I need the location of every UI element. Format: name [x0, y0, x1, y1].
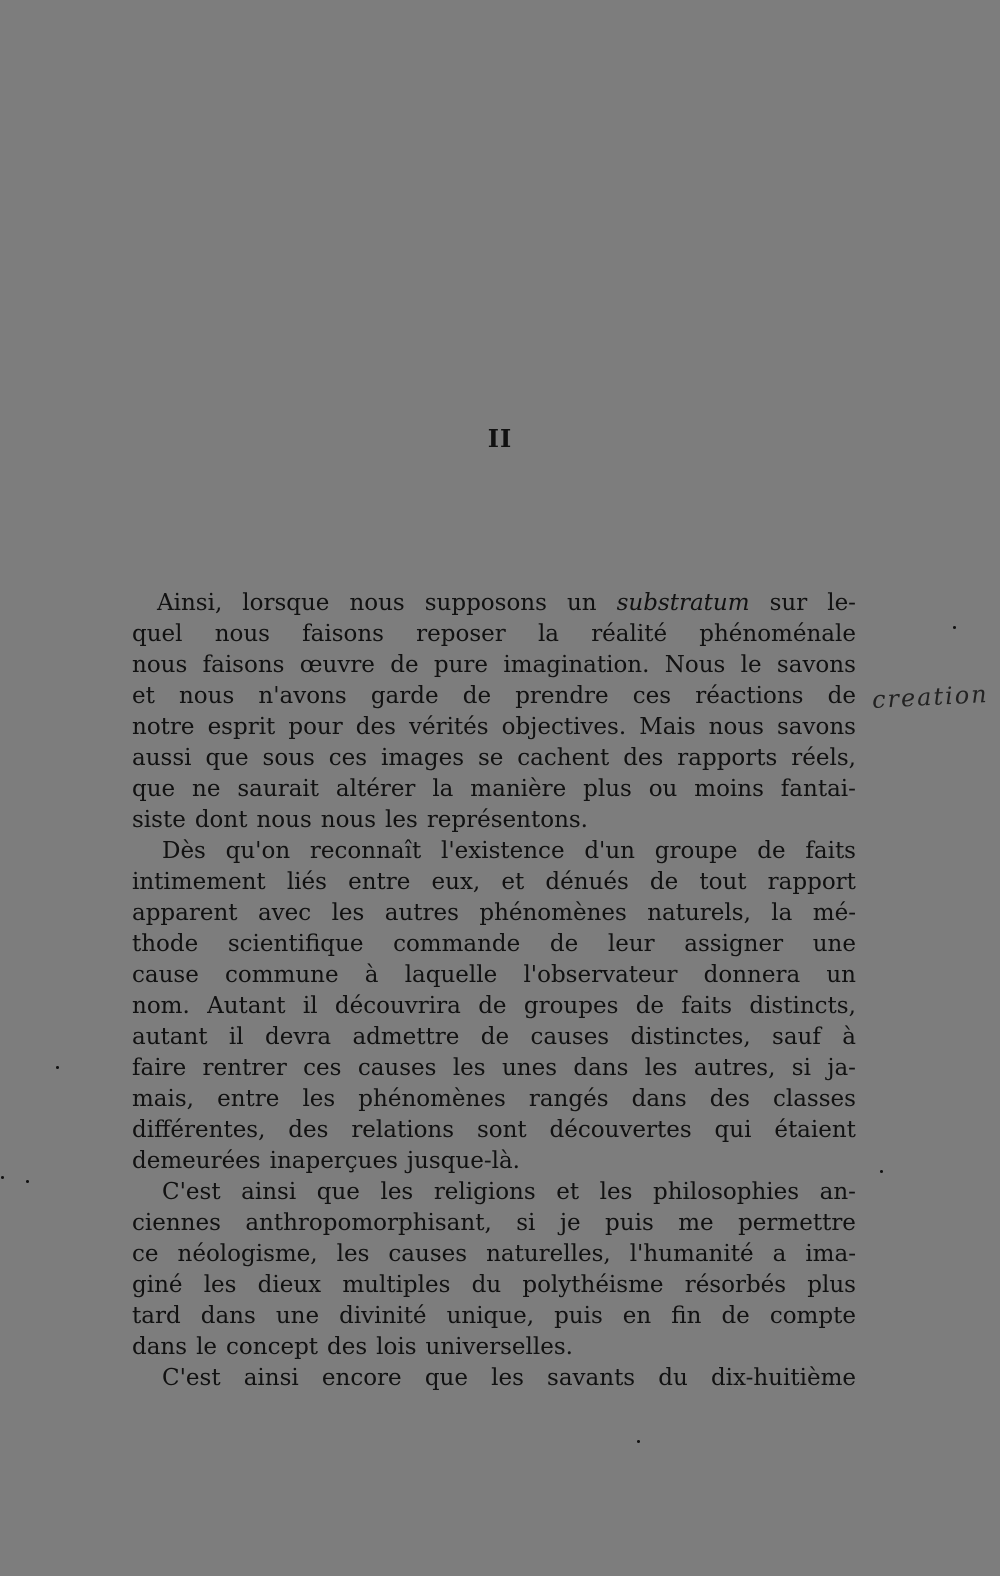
word: du — [658, 1365, 688, 1391]
word: la — [771, 900, 793, 926]
ink-speck — [880, 1170, 883, 1173]
word: l'existence — [440, 838, 565, 864]
text-line — [132, 898, 856, 929]
word: la — [537, 621, 560, 647]
word: que — [205, 745, 249, 771]
word: les — [336, 1241, 370, 1267]
word: relations — [351, 1117, 455, 1143]
word: an- — [819, 1179, 856, 1205]
word: naturelles, — [486, 1241, 611, 1267]
word: nous — [349, 590, 405, 616]
word: nous — [708, 714, 764, 740]
word: dans — [631, 1086, 687, 1112]
word: d'un — [584, 838, 635, 864]
word: étaient — [774, 1117, 856, 1143]
word: Dès — [162, 838, 206, 864]
word: demeurées — [132, 1148, 261, 1174]
text-line — [132, 1270, 856, 1301]
text-line — [132, 960, 856, 991]
word: n'avons — [258, 683, 347, 709]
word: Nous — [664, 652, 726, 678]
word: rentrer — [202, 1055, 287, 1081]
word: des — [709, 1086, 750, 1112]
word: universelles. — [425, 1334, 573, 1360]
word: que — [132, 776, 176, 802]
text-line — [132, 805, 856, 836]
word: multiples — [342, 1272, 451, 1298]
text-line — [132, 712, 856, 743]
word: esprit — [207, 714, 276, 740]
word: de — [549, 931, 579, 957]
word: sauf — [772, 1024, 821, 1050]
word: permettre — [738, 1210, 856, 1236]
word: néologisme, — [177, 1241, 318, 1267]
word: commande — [393, 931, 521, 957]
word: causes — [530, 1024, 610, 1050]
word: unes — [501, 1055, 557, 1081]
word: groupes — [523, 993, 619, 1019]
word: les — [331, 900, 365, 926]
word: saurait — [237, 776, 320, 802]
word: œuvre — [299, 652, 375, 678]
word: groupe — [654, 838, 738, 864]
word: a — [772, 1241, 787, 1267]
word: avec — [257, 900, 312, 926]
word: le- — [827, 590, 856, 616]
word: dans — [132, 1334, 188, 1360]
word: faits — [681, 993, 733, 1019]
word: aussi — [132, 745, 192, 771]
ink-speck — [953, 626, 956, 629]
word: substratum — [616, 590, 750, 616]
word: de — [649, 869, 679, 895]
word: faits — [805, 838, 856, 864]
word: ciennes — [132, 1210, 221, 1236]
word: siste — [132, 807, 186, 833]
word: faire — [132, 1055, 187, 1081]
text-line — [132, 681, 856, 712]
word: quel — [132, 621, 183, 647]
word: la — [432, 776, 454, 802]
word: ou — [648, 776, 678, 802]
word: lois — [376, 1334, 417, 1360]
word: plus — [807, 1272, 856, 1298]
word: savons — [777, 714, 856, 740]
word: mais, — [132, 1086, 194, 1112]
word: je — [559, 1210, 581, 1236]
word: de — [480, 1024, 510, 1050]
text-line — [132, 929, 856, 960]
word: du — [471, 1272, 502, 1298]
word: distincts, — [749, 993, 856, 1019]
word: cachent — [517, 745, 610, 771]
word: nous — [320, 807, 377, 833]
text-line — [132, 991, 856, 1022]
word: classes — [772, 1086, 856, 1112]
word: puis — [554, 1303, 603, 1329]
word: les — [385, 807, 418, 833]
word: ces — [303, 1055, 342, 1081]
word: intimement — [132, 869, 266, 895]
word: différentes, — [132, 1117, 266, 1143]
word: anthropomorphisant, — [245, 1210, 492, 1236]
text-line — [132, 1239, 856, 1270]
ink-speck — [26, 1180, 29, 1183]
word: rangés — [528, 1086, 609, 1112]
word: le — [196, 1334, 218, 1360]
word: pour — [288, 714, 343, 740]
word: ima- — [805, 1241, 856, 1267]
word: prendre — [515, 683, 609, 709]
word: de — [478, 993, 507, 1019]
word: imagination. — [503, 652, 650, 678]
word: autres, — [693, 1055, 776, 1081]
word: des — [623, 745, 664, 771]
word: et — [501, 869, 525, 895]
word: découvrira — [334, 993, 461, 1019]
text-line — [132, 743, 856, 774]
text-line — [132, 774, 856, 805]
word: sur — [769, 590, 808, 616]
word: thode — [132, 931, 199, 957]
text-line — [132, 1146, 856, 1177]
word: laquelle — [404, 962, 498, 988]
word: en — [622, 1303, 652, 1329]
word: leur — [607, 931, 655, 957]
word: religions — [433, 1179, 536, 1205]
word: mé- — [812, 900, 856, 926]
word: encore — [321, 1365, 402, 1391]
word: que — [316, 1179, 360, 1205]
word: admettre — [352, 1024, 460, 1050]
word: reposer — [416, 621, 506, 647]
word: phénoménale — [699, 621, 856, 647]
word: savants — [547, 1365, 636, 1391]
word: jusque-là. — [406, 1148, 520, 1174]
word: entre — [217, 1086, 280, 1112]
word: inaperçues — [269, 1148, 398, 1174]
word: ne — [192, 776, 221, 802]
word: représentons. — [426, 807, 588, 833]
word: Mais — [639, 714, 696, 740]
word: ainsi — [243, 1365, 299, 1391]
word: les — [644, 1055, 678, 1081]
word: garde — [370, 683, 439, 709]
word: les — [380, 1179, 414, 1205]
word: reconnaît — [309, 838, 422, 864]
word: découvertes — [549, 1117, 692, 1143]
word: ja- — [827, 1055, 856, 1081]
word: vérités — [408, 714, 489, 740]
word: dans — [200, 1303, 256, 1329]
word: de — [635, 993, 665, 1019]
word: manière — [470, 776, 567, 802]
word: de — [827, 683, 856, 709]
word: les — [599, 1179, 633, 1205]
text-line — [132, 650, 856, 681]
word: sont — [476, 1117, 527, 1143]
word: les — [302, 1086, 336, 1112]
word: faisons — [202, 652, 285, 678]
word: phénomènes — [479, 900, 627, 926]
word: de — [390, 652, 419, 678]
word: l'humanité — [629, 1241, 754, 1267]
word: puis — [605, 1210, 654, 1236]
word: dont — [194, 807, 248, 833]
word: dix-huitième — [710, 1365, 856, 1391]
word: fantai- — [780, 776, 856, 802]
word: un — [566, 590, 597, 616]
word: dénués — [545, 869, 629, 895]
word: altérer — [335, 776, 416, 802]
handwritten-margin-note: creation — [871, 679, 990, 715]
word: causes — [357, 1055, 437, 1081]
word: donnera — [703, 962, 801, 988]
ink-speck — [1, 1176, 4, 1179]
word: compte — [769, 1303, 856, 1329]
text-line — [132, 1115, 856, 1146]
word: réels, — [791, 745, 856, 771]
text-line — [132, 867, 856, 898]
word: ce — [132, 1241, 159, 1267]
word: et — [556, 1179, 580, 1205]
text-line — [132, 1022, 856, 1053]
word: des — [355, 714, 396, 740]
word: tard — [132, 1303, 181, 1329]
word: si — [791, 1055, 811, 1081]
text-line — [132, 1177, 856, 1208]
word: divinité — [339, 1303, 427, 1329]
word: que — [424, 1365, 468, 1391]
word: des — [288, 1117, 329, 1143]
word: eux, — [431, 869, 481, 895]
text-line — [132, 588, 856, 619]
word: dieux — [257, 1272, 322, 1298]
word: objectives. — [501, 714, 627, 740]
word: qu'on — [225, 838, 291, 864]
text-line — [132, 1208, 856, 1239]
word: giné — [132, 1272, 183, 1298]
word: causes — [388, 1241, 468, 1267]
word: distinctes, — [630, 1024, 751, 1050]
text-line — [132, 1363, 856, 1394]
word: les — [203, 1272, 237, 1298]
word: à — [364, 962, 379, 988]
word: lorsque — [242, 590, 330, 616]
word: qui — [714, 1117, 752, 1143]
word: moins — [694, 776, 764, 802]
word: faisons — [302, 621, 384, 647]
word: nous — [256, 807, 312, 833]
word: cause — [132, 962, 199, 988]
ink-speck — [637, 1440, 640, 1443]
word: polythéisme — [522, 1272, 664, 1298]
word: ces — [328, 745, 368, 771]
ink-speck — [56, 1066, 59, 1069]
text-line — [132, 1084, 856, 1115]
word: notre — [132, 714, 195, 740]
chapter-heading: II — [487, 424, 513, 453]
word: apparent — [132, 900, 238, 926]
word: devra — [265, 1024, 332, 1050]
word: supposons — [424, 590, 547, 616]
word: il — [228, 1024, 244, 1050]
word: unique, — [446, 1303, 535, 1329]
word: liés — [286, 869, 327, 895]
word: résorbés — [684, 1272, 787, 1298]
word: réactions — [695, 683, 804, 709]
text-line — [132, 1053, 856, 1084]
word: rapport — [767, 869, 856, 895]
word: me — [678, 1210, 714, 1236]
word: savons — [776, 652, 856, 678]
word: scientifique — [227, 931, 364, 957]
word: phénomènes — [358, 1086, 506, 1112]
word: de — [757, 838, 786, 864]
word: réalité — [591, 621, 668, 647]
word: naturels, — [647, 900, 751, 926]
word: rapports — [677, 745, 778, 771]
word: Autant — [207, 993, 286, 1019]
word: nous — [132, 652, 188, 678]
word: il — [302, 993, 318, 1019]
word: nous — [178, 683, 235, 709]
word: autant — [132, 1024, 208, 1050]
word: les — [491, 1365, 524, 1391]
word: concept — [226, 1334, 319, 1360]
word: un — [826, 962, 856, 988]
word: Ainsi, — [157, 590, 223, 616]
word: l'observateur — [523, 962, 678, 988]
word: nous — [214, 621, 270, 647]
word: le — [740, 652, 762, 678]
word: C'est — [162, 1179, 221, 1205]
word: autres — [384, 900, 459, 926]
word: dans — [573, 1055, 629, 1081]
word: une — [812, 931, 856, 957]
word: sous — [262, 745, 315, 771]
word: et — [132, 683, 155, 709]
word: des — [327, 1334, 368, 1360]
word: de — [721, 1303, 750, 1329]
word: de — [462, 683, 492, 709]
word: tout — [699, 869, 747, 895]
word: fin — [671, 1303, 702, 1329]
word: à — [842, 1024, 856, 1050]
word: plus — [583, 776, 632, 802]
word: si — [516, 1210, 536, 1236]
word: pure — [433, 652, 489, 678]
text-line — [132, 836, 856, 867]
text-line — [132, 1301, 856, 1332]
text-line — [132, 619, 856, 650]
word: nom. — [132, 993, 190, 1019]
text-line — [132, 1332, 856, 1363]
word: se — [477, 745, 504, 771]
word: assigner — [684, 931, 784, 957]
word: ainsi — [241, 1179, 297, 1205]
body-text — [132, 588, 856, 1394]
word: images — [380, 745, 464, 771]
word: les — [452, 1055, 486, 1081]
word: C'est — [162, 1365, 221, 1391]
word: entre — [348, 869, 411, 895]
word: ces — [632, 683, 672, 709]
word: une — [275, 1303, 320, 1329]
word: philosophies — [653, 1179, 800, 1205]
word: commune — [225, 962, 339, 988]
